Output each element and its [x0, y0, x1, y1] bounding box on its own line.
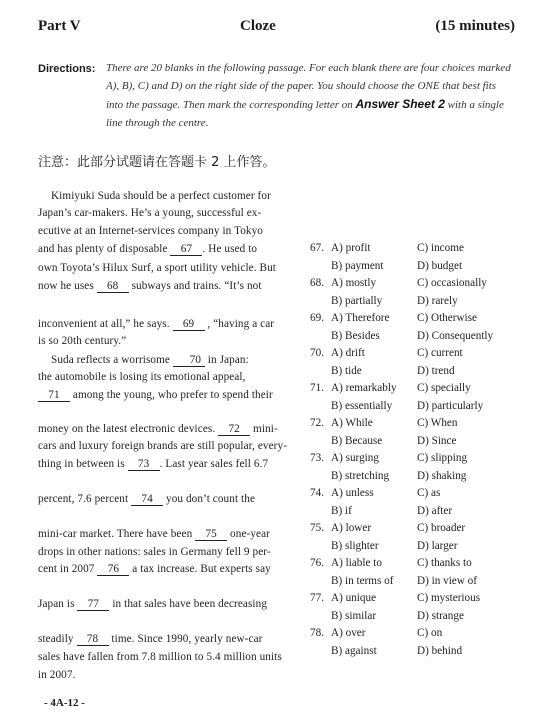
question-number-69: 69. — [310, 312, 324, 324]
passage-text: drops in other nations: sales in Germany fell 9 per- — [38, 546, 271, 558]
option-d-75: D) larger — [417, 540, 458, 552]
passage-line — [38, 546, 286, 558]
option-b-68: B) partially — [331, 295, 383, 307]
option-a-70: A) drift — [331, 347, 365, 359]
question-number-73: 73. — [310, 452, 324, 464]
question-number-78: 78. — [310, 627, 324, 639]
option-a-71: A) remarkably — [331, 382, 397, 394]
passage-line — [38, 354, 286, 367]
passage-line — [38, 225, 286, 237]
option-d-74: D) after — [417, 505, 453, 517]
passage-text: in that sales have been decreasing — [109, 598, 268, 610]
blank-67: 67 — [170, 243, 202, 256]
option-d-67: D) budget — [417, 260, 463, 272]
question-number-71: 71. — [310, 382, 324, 394]
passage-text: sales have fallen from 7.8 million to 5.4 million units — [38, 651, 282, 663]
option-a-78: A) over — [331, 627, 366, 639]
option-a-67: A) profit — [331, 242, 371, 254]
passage-text: inconvenient at all,” he says. — [38, 318, 173, 330]
passage-line — [38, 423, 286, 436]
option-c-77: C) mysterious — [417, 592, 481, 604]
option-d-77: D) strange — [417, 610, 464, 622]
passage-line — [38, 207, 286, 219]
passage-text: subways and trains. “It’s not — [128, 280, 262, 292]
blank-75: 75 — [195, 528, 227, 541]
blank-73: 73 — [128, 458, 160, 471]
blank-72: 72 — [218, 423, 250, 436]
passage-text: steadily — [38, 633, 77, 645]
passage-text: Japan is — [38, 598, 78, 610]
passage-line — [38, 280, 286, 293]
option-d-68: D) rarely — [417, 295, 458, 307]
option-c-70: C) current — [417, 347, 463, 359]
option-a-68: A) mostly — [331, 277, 377, 289]
option-a-72: A) While — [331, 417, 373, 429]
answer-sheet-emphasis: Answer Sheet 2 — [355, 97, 445, 111]
option-a-69: A) Therefore — [331, 312, 390, 324]
passage-line — [38, 493, 286, 506]
option-b-73: B) stretching — [331, 470, 390, 482]
option-c-71: C) specially — [417, 382, 471, 394]
passage-text: among the young, who prefer to spend their — [70, 389, 273, 401]
passage-line — [38, 389, 286, 402]
passage-text: thing in between is — [38, 458, 128, 470]
option-c-75: C) broader — [417, 522, 466, 534]
option-c-72: C) When — [417, 417, 458, 429]
passage-text: Suda reflects a worrisome — [51, 354, 173, 366]
passage-line — [38, 243, 286, 256]
passage-text: is so 20th century.” — [38, 335, 127, 347]
passage-text: you don’t count the — [163, 493, 256, 505]
option-b-69: B) Besides — [331, 330, 380, 342]
passage-line — [38, 318, 286, 331]
question-number-74: 74. — [310, 487, 324, 499]
option-a-75: A) lower — [331, 522, 372, 534]
part-label: Part V — [38, 18, 81, 34]
option-b-67: B) payment — [331, 260, 384, 272]
passage-text: mini- — [250, 423, 278, 435]
passage-text: , “having a car — [204, 318, 275, 330]
passage-text: the automobile is losing its emotional appeal, — [38, 371, 246, 383]
passage-text: Kimiyuki Suda should be a perfect customer for — [51, 190, 271, 202]
passage-line — [38, 528, 286, 541]
option-b-75: B) slighter — [331, 540, 379, 552]
passage-text: one-year — [227, 528, 270, 540]
option-b-72: B) Because — [331, 435, 383, 447]
question-number-67: 67. — [310, 242, 324, 254]
passage-text: mini-car market. There have been — [38, 528, 196, 540]
passage-line — [38, 190, 286, 202]
option-b-77: B) similar — [331, 610, 377, 622]
option-c-78: C) on — [417, 627, 443, 639]
passage-text: and has plenty of disposable — [38, 243, 171, 255]
option-c-68: C) occasionally — [417, 277, 487, 289]
option-c-67: C) income — [417, 242, 464, 254]
directions-text-after: with a single line through the centre. — [106, 99, 504, 129]
blank-78: 78 — [77, 633, 109, 646]
question-number-75: 75. — [310, 522, 324, 534]
passage-line — [38, 371, 286, 383]
passage-text: money on the latest electronic devices. — [38, 423, 219, 435]
question-number-76: 76. — [310, 557, 324, 569]
option-d-69: D) Consequently — [417, 330, 494, 342]
option-b-78: B) against — [331, 645, 377, 657]
option-d-73: D) shaking — [417, 470, 467, 482]
option-a-77: A) unique — [331, 592, 377, 604]
passage-text: time. Since 1990, yearly new-car — [108, 633, 263, 645]
passage-text: cent in 2007 — [38, 563, 98, 575]
passage-line — [38, 458, 286, 471]
option-a-76: A) liable to — [331, 557, 382, 569]
option-a-74: A) unless — [331, 487, 374, 499]
passage-text: ecutive at an Internet-services company in Tokyo — [38, 225, 263, 237]
passage-text: Japan’s car-makers. He’s a young, successful ex- — [38, 207, 262, 219]
page-number: - 4A-12 - — [44, 697, 85, 709]
passage-line — [38, 563, 286, 576]
section-title: Cloze — [240, 18, 276, 34]
passage-text: own Toyota’s Hilux Surf, a sport utility vehicle. But — [38, 262, 276, 274]
option-c-69: C) Otherwise — [417, 312, 477, 324]
question-number-68: 68. — [310, 277, 324, 289]
directions-label: Directions: — [38, 63, 96, 75]
option-b-76: B) in terms of — [331, 575, 394, 587]
passage-text: a tax increase. But experts say — [129, 563, 271, 575]
passage-line — [38, 669, 286, 681]
blank-69: 69 — [173, 318, 205, 331]
passage-line — [38, 598, 286, 611]
option-d-70: D) trend — [417, 365, 455, 377]
passage-text: . He used to — [202, 243, 258, 255]
option-b-71: B) essentially — [331, 400, 393, 412]
option-b-70: B) tide — [331, 365, 362, 377]
option-d-72: D) Since — [417, 435, 457, 447]
option-c-76: C) thanks to — [417, 557, 472, 569]
passage-line — [38, 262, 286, 274]
blank-68: 68 — [97, 280, 129, 293]
passage-text: in 2007. — [38, 669, 76, 681]
question-number-77: 77. — [310, 592, 324, 604]
blank-77: 77 — [77, 598, 109, 611]
passage-line — [38, 335, 286, 347]
passage-text: in Japan: — [204, 354, 249, 366]
passage-text: now he uses — [38, 280, 97, 292]
passage-line — [38, 651, 286, 663]
blank-76: 76 — [97, 563, 129, 576]
passage-text: . Last year sales fell 6.7 — [159, 458, 269, 470]
passage-line — [38, 440, 286, 452]
blank-70: 70 — [173, 354, 205, 367]
question-number-72: 72. — [310, 417, 324, 429]
directions-text — [106, 59, 511, 132]
option-c-74: C) as — [417, 487, 441, 499]
option-d-76: D) in view of — [417, 575, 477, 587]
directions-text-before: There are 20 blanks in the following passage. For each blank there are four choices marked A), B), C) and D) on the right side of the paper. You should choose the ONE that best fits into the passage. Then mark the corresponding letter on — [106, 62, 511, 111]
question-number-70: 70. — [310, 347, 324, 359]
chinese-note: 注意：此部分试题请在答题卡 2 上作答。 — [38, 155, 276, 170]
option-d-78: D) behind — [417, 645, 463, 657]
passage-text: cars and luxury foreign brands are still popular, every- — [38, 440, 288, 452]
blank-74: 74 — [131, 493, 163, 506]
option-a-73: A) surging — [331, 452, 379, 464]
option-c-73: C) slipping — [417, 452, 468, 464]
time-limit: (15 minutes) — [435, 18, 515, 34]
option-d-71: D) particularly — [417, 400, 484, 412]
option-b-74: B) if — [331, 505, 352, 517]
passage-text: percent, 7.6 percent — [38, 493, 132, 505]
passage-line — [38, 633, 286, 646]
blank-71: 71 — [38, 389, 70, 402]
